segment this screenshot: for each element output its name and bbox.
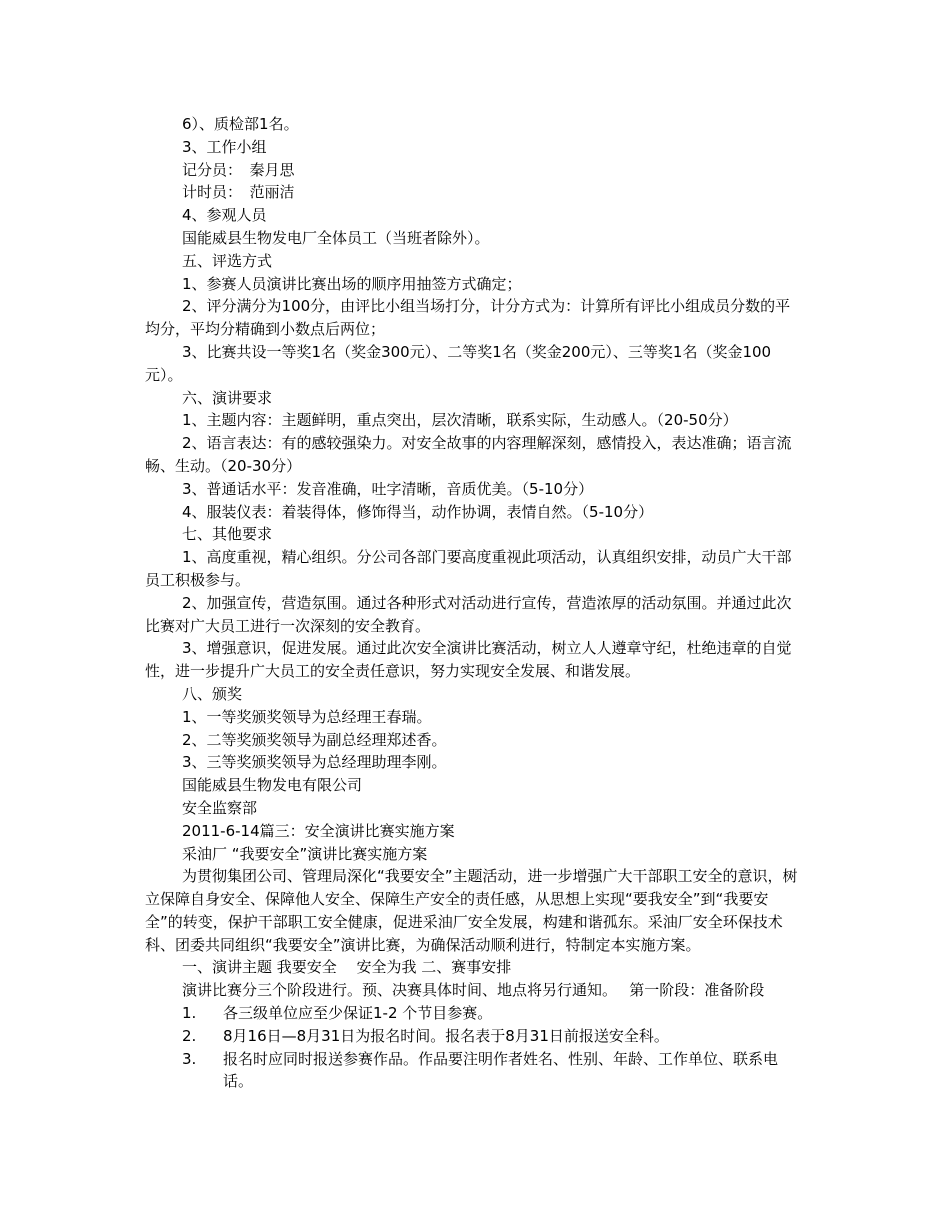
paragraph: 2、二等奖颁奖领导为副总经理郑述香。 bbox=[182, 730, 447, 749]
signature-company: 国能威县生物发电有限公司 bbox=[182, 776, 363, 795]
paragraph: 1、高度重视，精心组织。分公司各部门要高度重视此项活动，认真组织安排，动员广大干部员工积极参与。 bbox=[145, 548, 792, 589]
text-line: 记分员： 秦月思 bbox=[182, 160, 295, 179]
section-heading: 七、其他要求 bbox=[182, 525, 273, 544]
document-page bbox=[145, 113, 805, 1093]
text-line: 国能威县生物发电厂全体员工（当班者除外）。 bbox=[182, 228, 490, 247]
list-item-text: 各三级单位应至少保证1-2 个节目参赛。 bbox=[223, 1004, 493, 1023]
list-item-text: 8月16日—8月31日为报名时间。报名表于8月31日前报送安全科。 bbox=[223, 1026, 669, 1045]
paragraph: 1、参赛人员演讲比赛出场的顺序用抽签方式确定； bbox=[182, 274, 522, 293]
numbered-list bbox=[145, 1002, 805, 1093]
text-line: 6）、质检部1名。 bbox=[182, 115, 299, 133]
list-item-number: 2. bbox=[182, 1026, 197, 1045]
list-item bbox=[145, 1002, 805, 1025]
paragraph: 1、一等奖颁奖领导为总经理王春瑞。 bbox=[182, 707, 432, 726]
list-item-number: 1. bbox=[182, 1004, 197, 1023]
section-heading: 一、演讲主题 我要安全 安全为我 二、赛事安排 bbox=[182, 958, 512, 977]
date-and-chapter-title: 2011-6-14篇三：安全演讲比赛实施方案 bbox=[182, 821, 455, 840]
paragraph: 3、三等奖颁奖领导为总经理助理李刚。 bbox=[182, 753, 447, 772]
paragraph: 演讲比赛分三个阶段进行。预、决赛具体时间、地点将另行通知。 第一阶段：准备阶段 bbox=[182, 981, 765, 1000]
section-subheading: 3、工作小组 bbox=[182, 137, 267, 156]
paragraph: 2、加强宣传，营造氛围。通过各种形式对活动进行宣传，营造浓厚的活动氛围。并通过此次比赛对广大员工进行一次深刻的安全教育。 bbox=[145, 593, 792, 635]
section-heading: 八、颁奖 bbox=[182, 684, 243, 703]
paragraph: 3、普通话水平：发音准确，吐字清晰，音质优美。（5-10分） bbox=[182, 479, 594, 498]
paragraph: 为贯彻集团公司、管理局深化“我要安全”主题活动，进一步增强广大干部职工安全的意识，树立保障自身安全、保障他人安全、保障生产安全的责任感，从思想上实现“要我安全”到“我要安全”的转变，保护干部职工安全健康，促进采油厂安全发展，构建和谐孤东。采油厂安全环保技术科、团委共同组织“我要安全”演讲比赛，为确保活动顺利进行，特制定本实施方案。 bbox=[145, 867, 798, 954]
list-item bbox=[145, 1025, 805, 1048]
paragraph: 4、服装仪表：着装得体，修饰得当，动作协调，表情自然。（5-10分） bbox=[182, 502, 654, 521]
section-subheading: 4、参观人员 bbox=[182, 206, 267, 225]
signature-department: 安全监察部 bbox=[182, 798, 258, 817]
text-line: 计时员： 范丽洁 bbox=[182, 183, 295, 202]
paragraph: 1、主题内容：主题鲜明，重点突出，层次清晰，联系实际，生动感人。（20-50分） bbox=[182, 411, 738, 430]
list-item bbox=[145, 1048, 805, 1094]
document-title: 采油厂 “我要安全”演讲比赛实施方案 bbox=[182, 844, 428, 863]
list-item-text: 报名时应同时报送参赛作品。作品要注明作者姓名、性别、年龄、工作单位、联系电话。 bbox=[223, 1049, 779, 1091]
paragraph: 2、评分满分为100分，由评比小组当场打分，计分方式为：计算所有评比小组成员分数的平均分，平均分精确到小数点后两位； bbox=[145, 297, 791, 339]
paragraph: 3、比赛共设一等奖1名（奖金300元）、二等奖1名（奖金200元）、三等奖1名（奖金100元）。 bbox=[145, 342, 772, 384]
paragraph: 2、语言表达：有的感较强染力。对安全故事的内容理解深刻，感情投入，表达准确；语言流畅、生动。（20-30分） bbox=[145, 434, 792, 475]
section-heading: 六、演讲要求 bbox=[182, 388, 273, 407]
paragraph: 3、增强意识，促进发展。通过此次安全演讲比赛活动，树立人人遵章守纪，杜绝违章的自觉性，进一步提升广大员工的安全责任意识，努力实现安全发展、和谐发展。 bbox=[145, 639, 792, 681]
list-item-number: 3. bbox=[182, 1049, 197, 1068]
section-heading: 五、评选方式 bbox=[182, 251, 273, 270]
